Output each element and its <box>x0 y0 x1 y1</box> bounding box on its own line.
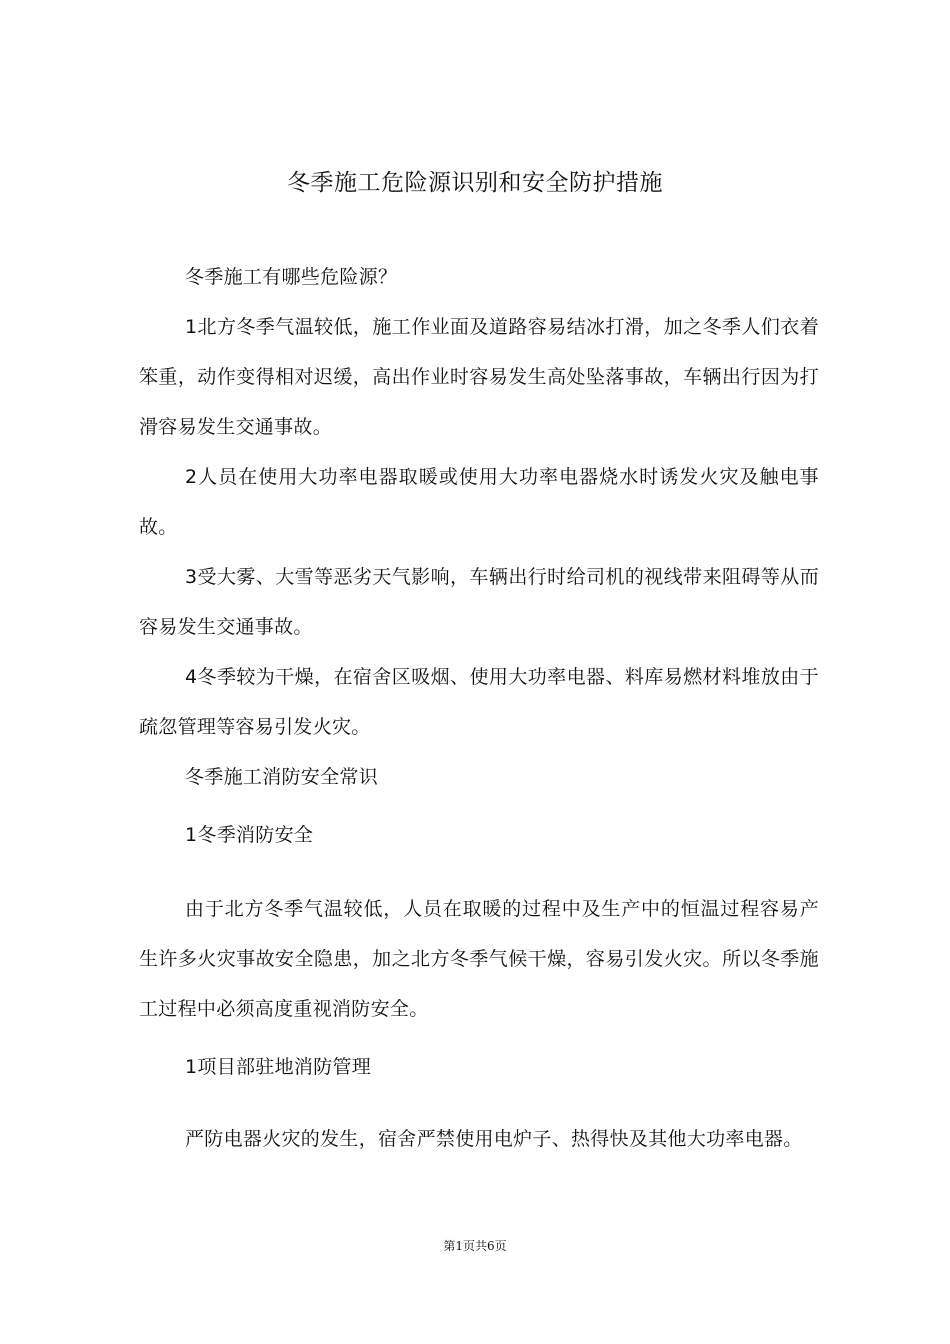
page-number-footer: 第1页共6页 <box>443 1239 507 1253</box>
paragraph-electrical-fire: 严防电器火灾的发生，宿舍严禁使用电炉子、热得快及其他大功率电器。 <box>185 1128 803 1150</box>
paragraph-hazards-question: 冬季施工有哪些危险源？ <box>185 266 398 288</box>
paragraph-hazard-1: 1北方冬季气温较低，施工作业面及道路容易结冰打滑，加之冬季人们衣着笨重，动作变得相对迟缓，高出作业时容易发生高处坠落事故，车辆出行因为打滑容易发生交通事故。 <box>139 316 819 438</box>
paragraph-hazard-2: 2人员在使用大功率电器取暖或使用大功率电器烧水时诱发火灾及触电事故。 <box>139 466 819 538</box>
paragraph-hazard-4: 4冬季较为干燥，在宿舍区吸烟、使用大功率电器、料库易燃材料堆放由于疏忽管理等容易引发火灾。 <box>139 666 819 738</box>
document-title: 冬季施工危险源识别和安全防护措施 <box>287 170 663 196</box>
subheading-winter-fire-safety: 1冬季消防安全 <box>185 824 314 846</box>
subheading-project-fire-management: 1项目部驻地消防管理 <box>185 1056 372 1078</box>
paragraph-hazard-3: 3受大雾、大雪等恶劣天气影响，车辆出行时给司机的视线带来阻碍等从而容易发生交通事故。 <box>139 566 819 638</box>
paragraph-fire-safety-intro: 由于北方冬季气温较低，人员在取暖的过程中及生产中的恒温过程容易产生许多火灾事故安全隐患，加之北方冬季气候干燥，容易引发火灾。所以冬季施工过程中必须高度重视消防安全。 <box>139 898 819 1020</box>
section-heading-fire-safety: 冬季施工消防安全常识 <box>185 766 379 788</box>
